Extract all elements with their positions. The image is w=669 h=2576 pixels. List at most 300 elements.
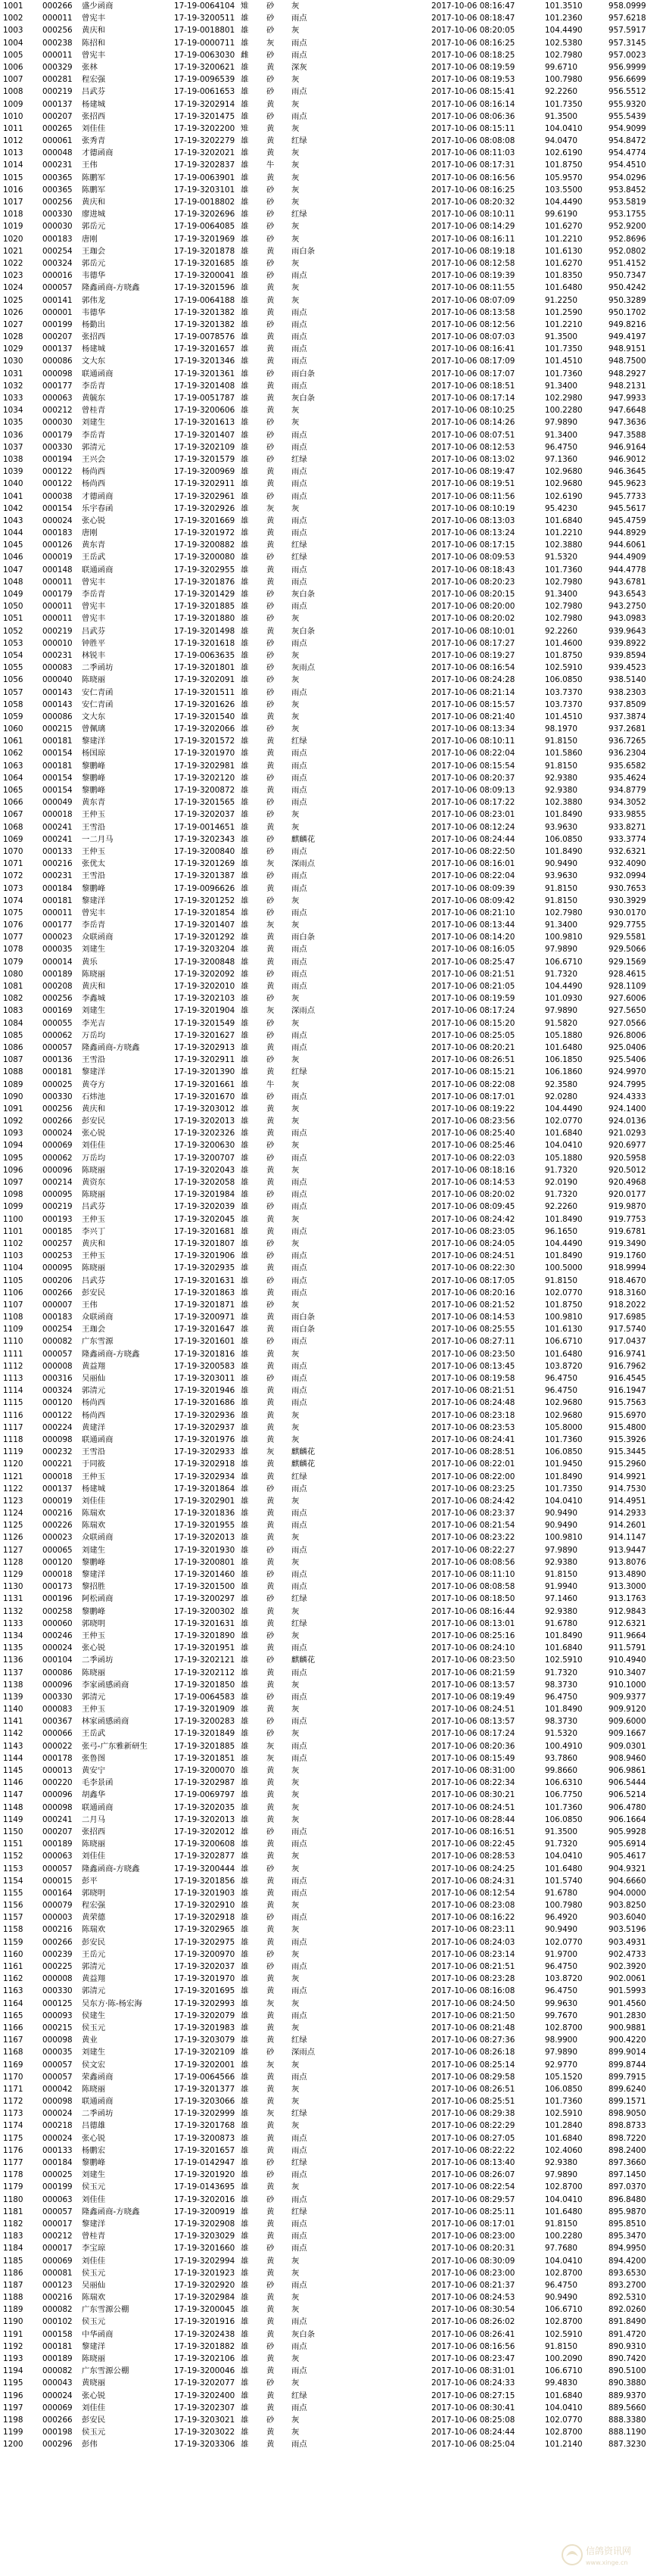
cell-4: 雄 — [241, 430, 249, 440]
table-row — [0, 1715, 669, 1727]
cell-3: 17-19-3201930 — [174, 1545, 235, 1555]
cell-9: 95.4230 — [545, 503, 577, 513]
cell-2: 曾桂青 — [82, 2232, 106, 2241]
table-row — [0, 931, 669, 943]
cell-5: 黄 — [266, 2232, 275, 2241]
cell-5: 黄 — [266, 2256, 275, 2266]
cell-0: 1128 — [3, 1557, 23, 1567]
cell-3: 17-19-3200297 — [174, 1594, 235, 1604]
table-row — [0, 576, 669, 588]
cell-9: 100.5000 — [545, 1263, 583, 1273]
cell-6: 雨点 — [291, 1876, 307, 1886]
cell-10: 903.6040 — [608, 1913, 646, 1923]
cell-3: 17-19-0069797 — [174, 1790, 235, 1800]
cell-9: 91.6780 — [545, 1618, 577, 1628]
cell-10: 947.9933 — [608, 394, 646, 403]
cell-8: 2017-10-06 08:25:14 — [431, 2060, 515, 2070]
cell-0: 1079 — [3, 957, 23, 967]
cell-2: 刘建生 — [82, 1545, 106, 1555]
cell-2: 杨建城 — [82, 1484, 106, 1494]
cell-10: 950.4242 — [608, 283, 646, 293]
cell-10: 957.0023 — [608, 50, 646, 60]
table-row — [0, 282, 669, 294]
cell-3: 17-19-3202965 — [174, 1925, 235, 1935]
cell-3: 17-19-3202926 — [174, 503, 235, 513]
cell-3: 17-19-3201854 — [174, 908, 235, 917]
cell-6: 灰 — [291, 1631, 300, 1640]
cell-4: 雄 — [241, 271, 249, 281]
table-row — [0, 1250, 669, 1262]
cell-8: 2017-10-06 08:21:40 — [431, 712, 515, 721]
cell-5: 黄 — [266, 283, 275, 293]
table-row — [0, 2095, 669, 2107]
table-row — [0, 1323, 669, 1335]
cell-8: 2017-10-06 08:30:09 — [431, 2256, 515, 2266]
cell-10: 917.5740 — [608, 1325, 646, 1335]
cell-6: 雨点 — [291, 1582, 307, 1592]
cell-3: 17-19-3201816 — [174, 1349, 235, 1359]
cell-9: 102.7980 — [545, 614, 583, 624]
cell-6: 雨点 — [291, 945, 307, 955]
table-row — [0, 220, 669, 232]
cell-3: 17-19-3200919 — [174, 2207, 235, 2216]
cell-9: 102.7980 — [545, 602, 583, 612]
cell-10: 956.6699 — [608, 75, 646, 85]
cell-10: 901.2830 — [608, 2011, 646, 2020]
cell-6: 雨点 — [291, 479, 307, 489]
cell-8: 2017-10-06 08:22:08 — [431, 1079, 515, 1089]
cell-1: 000241 — [42, 1814, 73, 1824]
cell-4: 雄 — [241, 2207, 249, 2216]
cell-3: 17-19-3201955 — [174, 1521, 235, 1531]
cell-9: 103.7370 — [545, 699, 583, 709]
cell-2: 陈招和 — [82, 38, 106, 48]
cell-1: 000218 — [42, 2121, 73, 2131]
cell-9: 92.9770 — [545, 2060, 577, 2070]
cell-6: 雨点 — [291, 2219, 307, 2229]
cell-0: 1196 — [3, 2391, 23, 2400]
cell-6: 红绿 — [291, 210, 307, 220]
cell-3: 17-19-3201377 — [174, 2084, 235, 2094]
cell-1: 000063 — [42, 1852, 73, 1861]
cell-4: 雄 — [241, 357, 249, 366]
cell-5: 黄 — [266, 1668, 275, 1677]
cell-3: 17-19-3202935 — [174, 1263, 235, 1273]
cell-9: 106.1850 — [545, 1055, 583, 1065]
table-row — [0, 1630, 669, 1642]
cell-5: 灰 — [266, 38, 275, 48]
table-row — [0, 1335, 669, 1347]
cell-1: 000049 — [42, 798, 73, 808]
cell-4: 雄 — [241, 2048, 249, 2057]
table-row — [0, 1201, 669, 1213]
cell-3: 17-19-3202696 — [174, 210, 235, 220]
cell-10: 911.9664 — [608, 1631, 646, 1640]
cell-5: 砂 — [266, 1962, 275, 1971]
cell-0: 1155 — [3, 1888, 23, 1898]
table-row — [0, 699, 669, 711]
cell-3: 17-19-3201903 — [174, 1888, 235, 1898]
cell-5: 黄 — [266, 712, 275, 721]
cell-3: 17-19-3201387 — [174, 871, 235, 881]
cell-8: 2017-10-06 08:28:53 — [431, 1852, 515, 1861]
cell-1: 000086 — [42, 712, 73, 721]
cell-9: 97.9890 — [545, 945, 577, 955]
cell-3: 17-19-3201851 — [174, 1753, 235, 1763]
cell-5: 黄 — [266, 2329, 275, 2339]
cell-0: 1124 — [3, 1509, 23, 1519]
cell-4: 雄 — [241, 1190, 249, 1200]
cell-1: 000038 — [42, 491, 73, 501]
cell-10: 932.4090 — [608, 859, 646, 869]
cell-9: 103.7370 — [545, 687, 583, 697]
cell-9: 104.4490 — [545, 1104, 583, 1114]
cell-5: 砂 — [266, 1717, 275, 1727]
cell-5: 砂 — [266, 2048, 275, 2057]
cell-3: 17-19-3201540 — [174, 712, 235, 721]
cell-8: 2017-10-06 08:24:48 — [431, 1398, 515, 1408]
cell-3: 17-19-3202984 — [174, 2293, 235, 2303]
cell-1: 000069 — [42, 1141, 73, 1151]
cell-8: 2017-10-06 08:26:41 — [431, 2329, 515, 2339]
cell-6: 雨点 — [291, 1178, 307, 1187]
table-row — [0, 1079, 669, 1091]
cell-0: 1161 — [3, 1962, 23, 1971]
cell-3: 17-19-3201685 — [174, 258, 235, 268]
cell-6: 灰 — [291, 2354, 300, 2363]
cell-10: 920.6977 — [608, 1141, 646, 1151]
cell-9: 101.5860 — [545, 749, 583, 758]
cell-10: 892.5310 — [608, 2293, 646, 2303]
cell-10: 890.9310 — [608, 2341, 646, 2351]
watermark-url: www.xinge.cn — [586, 2559, 628, 2566]
cell-9: 99.7670 — [545, 2011, 577, 2020]
cell-10: 889.5660 — [608, 2403, 646, 2412]
cell-0: 1134 — [3, 1631, 23, 1640]
cell-6: 灰 — [291, 2256, 300, 2266]
cell-1: 000048 — [42, 148, 73, 158]
cell-0: 1006 — [3, 62, 23, 72]
cell-4: 雄 — [241, 1496, 249, 1506]
cell-2: 吕武芬 — [82, 87, 106, 97]
cell-0: 1172 — [3, 2097, 23, 2107]
cell-5: 黄 — [266, 822, 275, 832]
cell-8: 2017-10-06 08:06:36 — [431, 111, 515, 121]
cell-1: 000095 — [42, 1190, 73, 1200]
cell-8: 2017-10-06 08:14:53 — [431, 1313, 515, 1322]
cell-4: 雄 — [241, 1361, 249, 1371]
cell-3: 17-19-3203066 — [174, 2097, 235, 2107]
cell-6: 雨点 — [291, 38, 307, 48]
cell-4: 雄 — [241, 2133, 249, 2143]
cell-2: 安仁青函 — [82, 687, 114, 697]
cell-9: 91.3400 — [545, 590, 577, 599]
table-row — [0, 1311, 669, 1323]
cell-3: 17-19-3201647 — [174, 1325, 235, 1335]
cell-5: 砂 — [266, 614, 275, 624]
cell-10: 944.8929 — [608, 528, 646, 538]
cell-8: 2017-10-06 08:30:41 — [431, 2403, 515, 2412]
table-row — [0, 1948, 669, 1961]
table-row — [0, 319, 669, 331]
cell-6: 灰 — [291, 406, 300, 416]
cell-1: 000330 — [42, 1092, 73, 1101]
cell-6: 灰 — [291, 1214, 300, 1224]
cell-3: 17-19-0064104 — [174, 2, 235, 11]
cell-9: 102.4060 — [545, 2145, 583, 2155]
cell-4: 雄 — [241, 2121, 249, 2131]
cell-10: 945.5617 — [608, 503, 646, 513]
cell-5: 黄 — [266, 1226, 275, 1236]
cell-6: 雨点 — [291, 1643, 307, 1653]
cell-0: 1073 — [3, 883, 23, 893]
cell-3: 17-19-0061653 — [174, 87, 235, 97]
cell-1: 000256 — [42, 994, 73, 1004]
cell-1: 000025 — [42, 2170, 73, 2180]
cell-9: 104.0410 — [545, 2194, 583, 2204]
cell-8: 2017-10-06 08:24:25 — [431, 1864, 515, 1874]
table-row — [0, 2353, 669, 2365]
cell-1: 000025 — [42, 1079, 73, 1089]
table-row — [0, 2267, 669, 2279]
cell-4: 雄 — [241, 381, 249, 391]
cell-1: 000207 — [42, 111, 73, 121]
cell-4: 雄 — [241, 332, 249, 342]
cell-1: 000083 — [42, 1705, 73, 1715]
table-row — [0, 1887, 669, 1899]
cell-1: 000133 — [42, 846, 73, 856]
cell-1: 000189 — [42, 2354, 73, 2363]
cell-3: 17-19-3201429 — [174, 590, 235, 599]
cell-0: 1033 — [3, 394, 23, 403]
cell-5: 砂 — [266, 491, 275, 501]
cell-9: 91.7320 — [545, 1839, 577, 1849]
cell-1: 000122 — [42, 479, 73, 489]
cell-4: 雄 — [241, 1165, 249, 1175]
cell-1: 000136 — [42, 1055, 73, 1065]
cell-2: 吕武芬 — [82, 1202, 106, 1212]
table-row — [0, 1740, 669, 1752]
cell-4: 雄 — [241, 1337, 249, 1347]
table-row — [0, 1139, 669, 1151]
cell-9: 104.0410 — [545, 2403, 583, 2412]
cell-3: 17-19-3201618 — [174, 638, 235, 648]
cell-4: 雄 — [241, 210, 249, 220]
cell-1: 000239 — [42, 1949, 73, 1959]
cell-1: 000066 — [42, 1729, 73, 1739]
cell-6: 灰 — [291, 283, 300, 293]
cell-8: 2017-10-06 08:17:14 — [431, 394, 515, 403]
cell-4: 雄 — [241, 2341, 249, 2351]
cell-10: 897.3660 — [608, 2158, 646, 2167]
cell-4: 雄 — [241, 2415, 249, 2425]
cell-1: 000096 — [42, 1680, 73, 1690]
table-row — [0, 184, 669, 196]
cell-9: 93.9630 — [545, 822, 577, 832]
cell-5: 砂 — [266, 2341, 275, 2351]
cell-0: 1017 — [3, 198, 23, 207]
cell-6: 雨点 — [291, 786, 307, 795]
cell-3: 17-19-0063635 — [174, 650, 235, 660]
cell-9: 92.9380 — [545, 1606, 577, 1616]
cell-8: 2017-10-06 08:23:11 — [431, 1925, 515, 1935]
cell-8: 2017-10-06 08:20:16 — [431, 1288, 515, 1297]
cell-10: 897.1450 — [608, 2170, 646, 2180]
cell-8: 2017-10-06 08:15:11 — [431, 123, 515, 133]
cell-9: 102.5910 — [545, 663, 583, 673]
cell-6: 雨点 — [291, 883, 307, 893]
cell-3: 17-19-3202911 — [174, 479, 235, 489]
cell-1: 000082 — [42, 1337, 73, 1347]
cell-6: 灰 — [291, 1925, 300, 1935]
cell-3: 17-19-3200873 — [174, 2133, 235, 2143]
cell-6: 红绿 — [291, 1594, 307, 1604]
cell-0: 1158 — [3, 1925, 23, 1935]
cell-1: 000181 — [42, 2341, 73, 2351]
cell-4: 雄 — [241, 1214, 249, 1224]
cell-10: 909.9120 — [608, 1705, 646, 1715]
cell-9: 90.9490 — [545, 859, 577, 869]
cell-0: 1088 — [3, 1067, 23, 1077]
cell-6: 灰 — [291, 418, 300, 428]
cell-8: 2017-10-06 08:15:21 — [431, 1067, 515, 1077]
cell-10: 950.1702 — [608, 307, 646, 317]
cell-8: 2017-10-06 08:19:47 — [431, 467, 515, 477]
cell-5: 砂 — [266, 75, 275, 85]
table-row — [0, 1287, 669, 1299]
cell-3: 17-19-3200070 — [174, 1766, 235, 1775]
cell-8: 2017-10-06 08:12:58 — [431, 258, 515, 268]
cell-10: 905.6914 — [608, 1839, 646, 1849]
table-row — [0, 1238, 669, 1250]
cell-2: 郭清元 — [82, 1986, 106, 1996]
cell-8: 2017-10-06 08:13:02 — [431, 454, 515, 464]
cell-10: 893.2700 — [608, 2280, 646, 2290]
cell-3: 17-19-3201909 — [174, 1705, 235, 1715]
cell-2: 黎建洋 — [82, 737, 106, 746]
cell-2: 彭安民 — [82, 1937, 106, 1947]
cell-4: 雄 — [241, 454, 249, 464]
cell-9: 101.6270 — [545, 222, 583, 232]
cell-10: 920.4968 — [608, 1178, 646, 1187]
cell-4: 雄 — [241, 920, 249, 930]
cell-1: 000096 — [42, 1165, 73, 1175]
cell-0: 1180 — [3, 2194, 23, 2204]
table-row — [0, 1348, 669, 1360]
cell-0: 1077 — [3, 933, 23, 942]
cell-8: 2017-10-06 08:18:47 — [431, 14, 515, 23]
cell-5: 砂 — [266, 26, 275, 36]
cell-6: 灰 — [291, 1998, 300, 2008]
cell-10: 904.6660 — [608, 1876, 646, 1886]
cell-4: 雄 — [241, 258, 249, 268]
cell-10: 925.0406 — [608, 1042, 646, 1052]
table-row — [0, 331, 669, 343]
cell-0: 1191 — [3, 2329, 23, 2339]
table-row — [0, 1826, 669, 1838]
cell-2: 一二月马 — [82, 834, 114, 844]
cell-9: 101.8750 — [545, 650, 583, 660]
cell-8: 2017-10-06 08:22:50 — [431, 846, 515, 856]
cell-9: 91.8150 — [545, 737, 577, 746]
cell-1: 000365 — [42, 185, 73, 195]
cell-6: 红绿 — [291, 2109, 307, 2119]
cell-2: 王仲玉 — [82, 1251, 106, 1261]
cell-3: 17-19-3201657 — [174, 344, 235, 354]
cell-8: 2017-10-06 08:22:54 — [431, 2182, 515, 2192]
cell-0: 1058 — [3, 699, 23, 709]
cell-1: 000330 — [42, 1986, 73, 1996]
table-row — [0, 1066, 669, 1078]
cell-0: 1024 — [3, 283, 23, 293]
cell-6: 灰 — [291, 1766, 300, 1775]
cell-6: 雨点 — [291, 773, 307, 783]
table-row — [0, 1531, 669, 1543]
cell-8: 2017-10-06 08:26:51 — [431, 2084, 515, 2094]
cell-6: 灰 — [291, 1852, 300, 1861]
cell-10: 947.6648 — [608, 406, 646, 416]
cell-3: 17-19-3202914 — [174, 99, 235, 109]
cell-2: 杨勤出 — [82, 319, 106, 329]
cell-9: 100.4910 — [545, 1741, 583, 1751]
cell-3: 17-19-3202975 — [174, 1937, 235, 1947]
cell-0: 1098 — [3, 1190, 23, 1200]
table-row — [0, 1581, 669, 1593]
cell-9: 106.0850 — [545, 675, 583, 685]
table-row — [0, 1115, 669, 1127]
cell-1: 000024 — [42, 1129, 73, 1138]
cell-8: 2017-10-06 08:24:42 — [431, 1496, 515, 1506]
cell-2: 众联函商 — [82, 1533, 114, 1543]
cell-10: 953.5819 — [608, 198, 646, 207]
cell-0: 1009 — [3, 99, 23, 109]
cell-8: 2017-10-06 08:19:49 — [431, 1692, 515, 1702]
cell-1: 000196 — [42, 1594, 73, 1604]
cell-4: 雄 — [241, 2158, 249, 2167]
cell-6: 灰 — [291, 1018, 300, 1028]
cell-9: 91.3400 — [545, 381, 577, 391]
cell-4: 雄 — [241, 2403, 249, 2412]
cell-10: 915.4800 — [608, 1422, 646, 1432]
cell-4: 雄 — [241, 859, 249, 869]
cell-2: 张鲁图 — [82, 1753, 106, 1763]
cell-1: 000212 — [42, 2232, 73, 2241]
cell-2: 刘佳佳 — [82, 1496, 106, 1506]
cell-10: 927.0566 — [608, 1018, 646, 1028]
cell-10: 895.9870 — [608, 2207, 646, 2216]
cell-1: 000232 — [42, 1447, 73, 1457]
cell-5: 砂 — [266, 1141, 275, 1151]
cell-0: 1025 — [3, 295, 23, 305]
cell-1: 000014 — [42, 957, 73, 967]
cell-5: 黄 — [266, 357, 275, 366]
cell-10: 918.2022 — [608, 1300, 646, 1310]
cell-9: 102.5910 — [545, 1656, 583, 1665]
cell-1: 000030 — [42, 418, 73, 428]
table-row — [0, 2341, 669, 2353]
cell-10: 906.4780 — [608, 1802, 646, 1812]
cell-3: 17-19-3200041 — [174, 271, 235, 281]
cell-10: 902.0061 — [608, 1974, 646, 1984]
cell-10: 918.9994 — [608, 1263, 646, 1273]
cell-0: 1063 — [3, 761, 23, 771]
cell-4: 雄 — [241, 663, 249, 673]
cell-9: 101.7360 — [545, 1802, 583, 1812]
cell-4: 雄 — [241, 1202, 249, 1212]
cell-6: 灰雨点 — [291, 663, 316, 673]
cell-6: 灰 — [291, 810, 300, 820]
cell-5: 砂 — [266, 2244, 275, 2254]
